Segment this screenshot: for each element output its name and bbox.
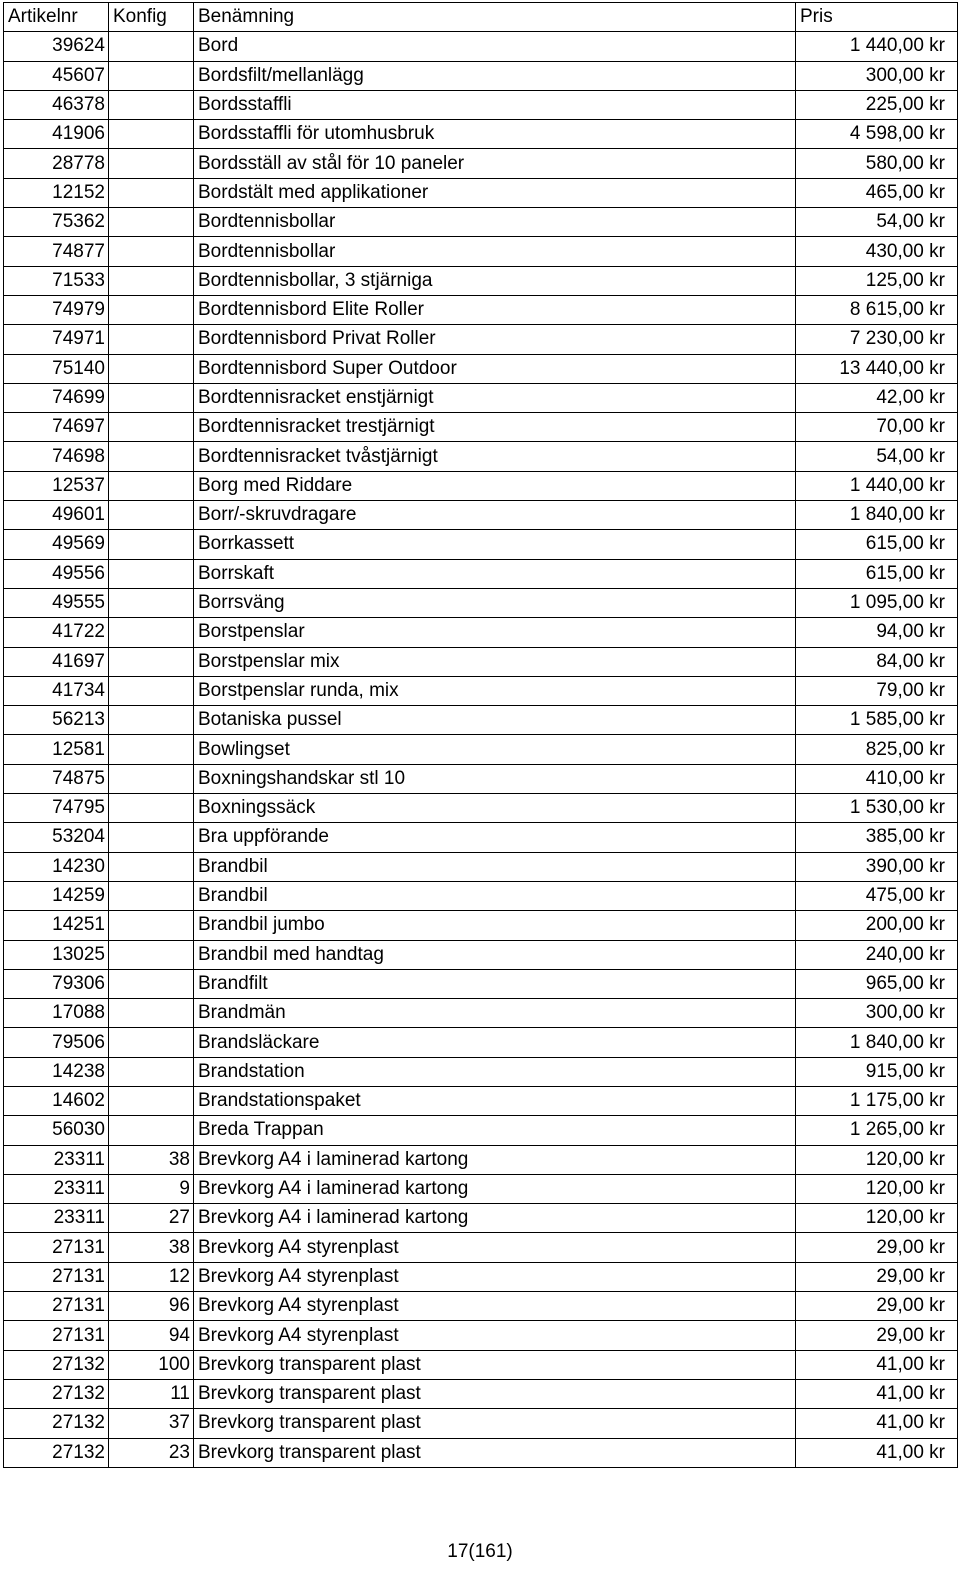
price-list-table [3, 2, 958, 1468]
table-row [4, 823, 958, 852]
table-row [4, 442, 958, 471]
cell-benamning: Borrkassett [194, 530, 796, 559]
cell-pris: 390,00 kr [796, 852, 958, 881]
cell-benamning: Breda Trappan [194, 1116, 796, 1145]
cell-konfig [109, 794, 194, 823]
cell-pris: 385,00 kr [796, 823, 958, 852]
cell-konfig [109, 354, 194, 383]
table-row [4, 1409, 958, 1438]
table-row [4, 852, 958, 881]
cell-konfig [109, 413, 194, 442]
table-row [4, 588, 958, 617]
table-row [4, 764, 958, 793]
cell-artikelnr: 27131 [4, 1292, 109, 1321]
header-row [4, 3, 958, 32]
table-row [4, 794, 958, 823]
cell-benamning: Brevkorg transparent plast [194, 1379, 796, 1408]
table-row [4, 237, 958, 266]
table-row [4, 881, 958, 910]
table-row [4, 1057, 958, 1086]
cell-konfig [109, 676, 194, 705]
cell-konfig [109, 559, 194, 588]
cell-pris: 29,00 kr [796, 1233, 958, 1262]
cell-benamning: Brevkorg A4 i laminerad kartong [194, 1174, 796, 1203]
cell-artikelnr: 45607 [4, 61, 109, 90]
cell-konfig [109, 178, 194, 207]
cell-konfig [109, 471, 194, 500]
cell-benamning: Brandfilt [194, 969, 796, 998]
cell-konfig: 37 [109, 1409, 194, 1438]
cell-pris: 200,00 kr [796, 911, 958, 940]
cell-benamning: Brandbil [194, 852, 796, 881]
cell-pris: 94,00 kr [796, 618, 958, 647]
cell-pris: 915,00 kr [796, 1057, 958, 1086]
cell-pris: 1 265,00 kr [796, 1116, 958, 1145]
cell-pris: 430,00 kr [796, 237, 958, 266]
table-row [4, 1379, 958, 1408]
cell-pris: 125,00 kr [796, 266, 958, 295]
header-konfig: Konfig [109, 3, 194, 32]
cell-pris: 120,00 kr [796, 1145, 958, 1174]
cell-artikelnr: 41734 [4, 676, 109, 705]
cell-benamning: Bordtennisbollar [194, 237, 796, 266]
cell-artikelnr: 14230 [4, 852, 109, 881]
cell-benamning: Bordsstaffli [194, 90, 796, 119]
cell-konfig [109, 1116, 194, 1145]
table-row [4, 1204, 958, 1233]
cell-pris: 1 095,00 kr [796, 588, 958, 617]
cell-benamning: Bordtennisbord Elite Roller [194, 295, 796, 324]
cell-benamning: Bordtennisracket tvåstjärnigt [194, 442, 796, 471]
cell-konfig [109, 530, 194, 559]
cell-artikelnr: 14251 [4, 911, 109, 940]
cell-benamning: Borr/-skruvdragare [194, 501, 796, 530]
cell-benamning: Bordtennisbord Privat Roller [194, 325, 796, 354]
cell-konfig [109, 823, 194, 852]
cell-artikelnr: 13025 [4, 940, 109, 969]
cell-artikelnr: 74875 [4, 764, 109, 793]
cell-benamning: Botaniska pussel [194, 706, 796, 735]
table-row [4, 940, 958, 969]
table-row [4, 208, 958, 237]
table-row [4, 969, 958, 998]
cell-artikelnr: 71533 [4, 266, 109, 295]
cell-artikelnr: 74698 [4, 442, 109, 471]
cell-artikelnr: 27131 [4, 1262, 109, 1291]
table-row [4, 1321, 958, 1350]
table-row [4, 1086, 958, 1115]
cell-artikelnr: 39624 [4, 32, 109, 61]
cell-benamning: Brandstationspaket [194, 1086, 796, 1115]
cell-benamning: Brandbil med handtag [194, 940, 796, 969]
cell-pris: 1 840,00 kr [796, 1028, 958, 1057]
cell-konfig [109, 61, 194, 90]
cell-artikelnr: 79506 [4, 1028, 109, 1057]
cell-benamning: Brevkorg A4 i laminerad kartong [194, 1204, 796, 1233]
table-row [4, 559, 958, 588]
cell-pris: 615,00 kr [796, 559, 958, 588]
cell-benamning: Brevkorg transparent plast [194, 1438, 796, 1467]
cell-pris: 70,00 kr [796, 413, 958, 442]
cell-konfig: 96 [109, 1292, 194, 1321]
table-row [4, 149, 958, 178]
table-row [4, 1174, 958, 1203]
cell-artikelnr: 27131 [4, 1321, 109, 1350]
table-row [4, 618, 958, 647]
cell-konfig [109, 852, 194, 881]
cell-konfig: 11 [109, 1379, 194, 1408]
table-row [4, 1350, 958, 1379]
cell-artikelnr: 49555 [4, 588, 109, 617]
cell-pris: 120,00 kr [796, 1174, 958, 1203]
cell-artikelnr: 41722 [4, 618, 109, 647]
cell-konfig [109, 266, 194, 295]
cell-pris: 29,00 kr [796, 1292, 958, 1321]
table-row [4, 911, 958, 940]
cell-pris: 965,00 kr [796, 969, 958, 998]
cell-pris: 825,00 kr [796, 735, 958, 764]
table-row [4, 120, 958, 149]
cell-benamning: Brevkorg A4 styrenplast [194, 1321, 796, 1350]
cell-konfig [109, 881, 194, 910]
cell-pris: 41,00 kr [796, 1350, 958, 1379]
cell-konfig [109, 295, 194, 324]
table-row [4, 1292, 958, 1321]
table-row [4, 325, 958, 354]
cell-artikelnr: 27132 [4, 1409, 109, 1438]
cell-artikelnr: 75362 [4, 208, 109, 237]
cell-benamning: Bordtennisracket enstjärnigt [194, 383, 796, 412]
table-row [4, 706, 958, 735]
header-artikelnr: Artikelnr [4, 3, 109, 32]
cell-benamning: Brevkorg transparent plast [194, 1409, 796, 1438]
cell-benamning: Borg med Riddare [194, 471, 796, 500]
cell-artikelnr: 74795 [4, 794, 109, 823]
cell-konfig [109, 32, 194, 61]
cell-artikelnr: 74979 [4, 295, 109, 324]
cell-artikelnr: 17088 [4, 999, 109, 1028]
cell-pris: 29,00 kr [796, 1262, 958, 1291]
cell-konfig [109, 237, 194, 266]
cell-konfig [109, 647, 194, 676]
cell-konfig: 9 [109, 1174, 194, 1203]
cell-artikelnr: 74877 [4, 237, 109, 266]
cell-benamning: Bordtennisbollar [194, 208, 796, 237]
cell-artikelnr: 27132 [4, 1379, 109, 1408]
table-body [4, 32, 958, 1468]
cell-pris: 1 840,00 kr [796, 501, 958, 530]
table-row [4, 61, 958, 90]
cell-konfig [109, 999, 194, 1028]
cell-benamning: Borstpenslar mix [194, 647, 796, 676]
cell-konfig: 12 [109, 1262, 194, 1291]
cell-benamning: Brevkorg transparent plast [194, 1350, 796, 1379]
cell-benamning: Borrsväng [194, 588, 796, 617]
table-row [4, 471, 958, 500]
cell-benamning: Boxningssäck [194, 794, 796, 823]
cell-artikelnr: 23311 [4, 1174, 109, 1203]
cell-pris: 580,00 kr [796, 149, 958, 178]
cell-konfig [109, 501, 194, 530]
table-row [4, 90, 958, 119]
cell-benamning: Bordsfilt/mellanlägg [194, 61, 796, 90]
cell-konfig [109, 149, 194, 178]
cell-benamning: Bordtennisracket trestjärnigt [194, 413, 796, 442]
cell-pris: 42,00 kr [796, 383, 958, 412]
cell-benamning: Bordtennisbord Super Outdoor [194, 354, 796, 383]
cell-benamning: Brevkorg A4 styrenplast [194, 1292, 796, 1321]
cell-artikelnr: 49556 [4, 559, 109, 588]
cell-pris: 79,00 kr [796, 676, 958, 705]
cell-artikelnr: 23311 [4, 1145, 109, 1174]
cell-artikelnr: 12537 [4, 471, 109, 500]
cell-artikelnr: 74971 [4, 325, 109, 354]
cell-pris: 615,00 kr [796, 530, 958, 559]
cell-artikelnr: 41697 [4, 647, 109, 676]
cell-konfig [109, 120, 194, 149]
cell-benamning: Borrskaft [194, 559, 796, 588]
cell-konfig [109, 706, 194, 735]
cell-benamning: Brandbil [194, 881, 796, 910]
cell-pris: 1 440,00 kr [796, 471, 958, 500]
cell-artikelnr: 56213 [4, 706, 109, 735]
table-row [4, 383, 958, 412]
cell-pris: 240,00 kr [796, 940, 958, 969]
table-row [4, 266, 958, 295]
cell-konfig [109, 208, 194, 237]
table-row [4, 295, 958, 324]
cell-pris: 475,00 kr [796, 881, 958, 910]
cell-konfig: 27 [109, 1204, 194, 1233]
cell-pris: 7 230,00 kr [796, 325, 958, 354]
cell-pris: 1 440,00 kr [796, 32, 958, 61]
cell-artikelnr: 74697 [4, 413, 109, 442]
cell-benamning: Brandsläckare [194, 1028, 796, 1057]
table-row [4, 32, 958, 61]
cell-pris: 84,00 kr [796, 647, 958, 676]
cell-pris: 225,00 kr [796, 90, 958, 119]
cell-konfig [109, 1028, 194, 1057]
table-row [4, 530, 958, 559]
cell-pris: 4 598,00 kr [796, 120, 958, 149]
cell-artikelnr: 27132 [4, 1438, 109, 1467]
cell-artikelnr: 14238 [4, 1057, 109, 1086]
table-row [4, 1116, 958, 1145]
cell-artikelnr: 49569 [4, 530, 109, 559]
cell-pris: 41,00 kr [796, 1379, 958, 1408]
cell-pris: 120,00 kr [796, 1204, 958, 1233]
cell-artikelnr: 14602 [4, 1086, 109, 1115]
cell-artikelnr: 53204 [4, 823, 109, 852]
cell-artikelnr: 14259 [4, 881, 109, 910]
cell-konfig: 94 [109, 1321, 194, 1350]
cell-pris: 54,00 kr [796, 442, 958, 471]
cell-benamning: Bowlingset [194, 735, 796, 764]
cell-konfig: 38 [109, 1145, 194, 1174]
cell-artikelnr: 27132 [4, 1350, 109, 1379]
cell-pris: 41,00 kr [796, 1409, 958, 1438]
cell-pris: 465,00 kr [796, 178, 958, 207]
table-row [4, 413, 958, 442]
cell-konfig [109, 1057, 194, 1086]
cell-pris: 54,00 kr [796, 208, 958, 237]
cell-konfig [109, 325, 194, 354]
table-row [4, 647, 958, 676]
cell-benamning: Brandstation [194, 1057, 796, 1086]
cell-pris: 300,00 kr [796, 999, 958, 1028]
cell-artikelnr: 56030 [4, 1116, 109, 1145]
cell-konfig [109, 588, 194, 617]
cell-benamning: Bordsstaffli för utomhusbruk [194, 120, 796, 149]
cell-pris: 8 615,00 kr [796, 295, 958, 324]
cell-konfig [109, 764, 194, 793]
page-number: 17(161) [447, 1541, 513, 1562]
cell-pris: 29,00 kr [796, 1321, 958, 1350]
cell-konfig [109, 442, 194, 471]
table-row [4, 178, 958, 207]
cell-artikelnr: 41906 [4, 120, 109, 149]
table-row [4, 999, 958, 1028]
table-row [4, 501, 958, 530]
cell-artikelnr: 12152 [4, 178, 109, 207]
cell-benamning: Borstpenslar [194, 618, 796, 647]
cell-benamning: Bra uppförande [194, 823, 796, 852]
table-row [4, 735, 958, 764]
cell-benamning: Brandmän [194, 999, 796, 1028]
table-row [4, 1145, 958, 1174]
cell-artikelnr: 49601 [4, 501, 109, 530]
cell-artikelnr: 27131 [4, 1233, 109, 1262]
cell-konfig: 38 [109, 1233, 194, 1262]
table-row [4, 1262, 958, 1291]
cell-artikelnr: 74699 [4, 383, 109, 412]
cell-konfig [109, 911, 194, 940]
cell-artikelnr: 75140 [4, 354, 109, 383]
cell-benamning: Borstpenslar runda, mix [194, 676, 796, 705]
cell-benamning: Boxningshandskar stl 10 [194, 764, 796, 793]
cell-pris: 1 175,00 kr [796, 1086, 958, 1115]
cell-konfig [109, 735, 194, 764]
cell-konfig [109, 90, 194, 119]
cell-benamning: Brandbil jumbo [194, 911, 796, 940]
cell-benamning: Brevkorg A4 i laminerad kartong [194, 1145, 796, 1174]
cell-pris: 1 530,00 kr [796, 794, 958, 823]
cell-pris: 1 585,00 kr [796, 706, 958, 735]
cell-konfig [109, 940, 194, 969]
cell-konfig [109, 383, 194, 412]
table-row [4, 1028, 958, 1057]
cell-konfig [109, 618, 194, 647]
cell-artikelnr: 12581 [4, 735, 109, 764]
header-benamning: Benämning [194, 3, 796, 32]
cell-benamning: Brevkorg A4 styrenplast [194, 1262, 796, 1291]
cell-benamning: Bordtennisbollar, 3 stjärniga [194, 266, 796, 295]
cell-artikelnr: 23311 [4, 1204, 109, 1233]
cell-pris: 300,00 kr [796, 61, 958, 90]
cell-pris: 13 440,00 kr [796, 354, 958, 383]
cell-benamning: Bordstält med applikationer [194, 178, 796, 207]
cell-benamning: Brevkorg A4 styrenplast [194, 1233, 796, 1262]
cell-pris: 410,00 kr [796, 764, 958, 793]
cell-artikelnr: 79306 [4, 969, 109, 998]
table-row [4, 1438, 958, 1467]
cell-benamning: Bord [194, 32, 796, 61]
table-row [4, 354, 958, 383]
cell-konfig: 23 [109, 1438, 194, 1467]
cell-artikelnr: 28778 [4, 149, 109, 178]
cell-konfig: 100 [109, 1350, 194, 1379]
cell-konfig [109, 1086, 194, 1115]
cell-pris: 41,00 kr [796, 1438, 958, 1467]
cell-benamning: Bordsställ av stål för 10 paneler [194, 149, 796, 178]
header-pris: Pris [796, 3, 958, 32]
table-row [4, 676, 958, 705]
cell-konfig [109, 969, 194, 998]
table-row [4, 1233, 958, 1262]
cell-artikelnr: 46378 [4, 90, 109, 119]
